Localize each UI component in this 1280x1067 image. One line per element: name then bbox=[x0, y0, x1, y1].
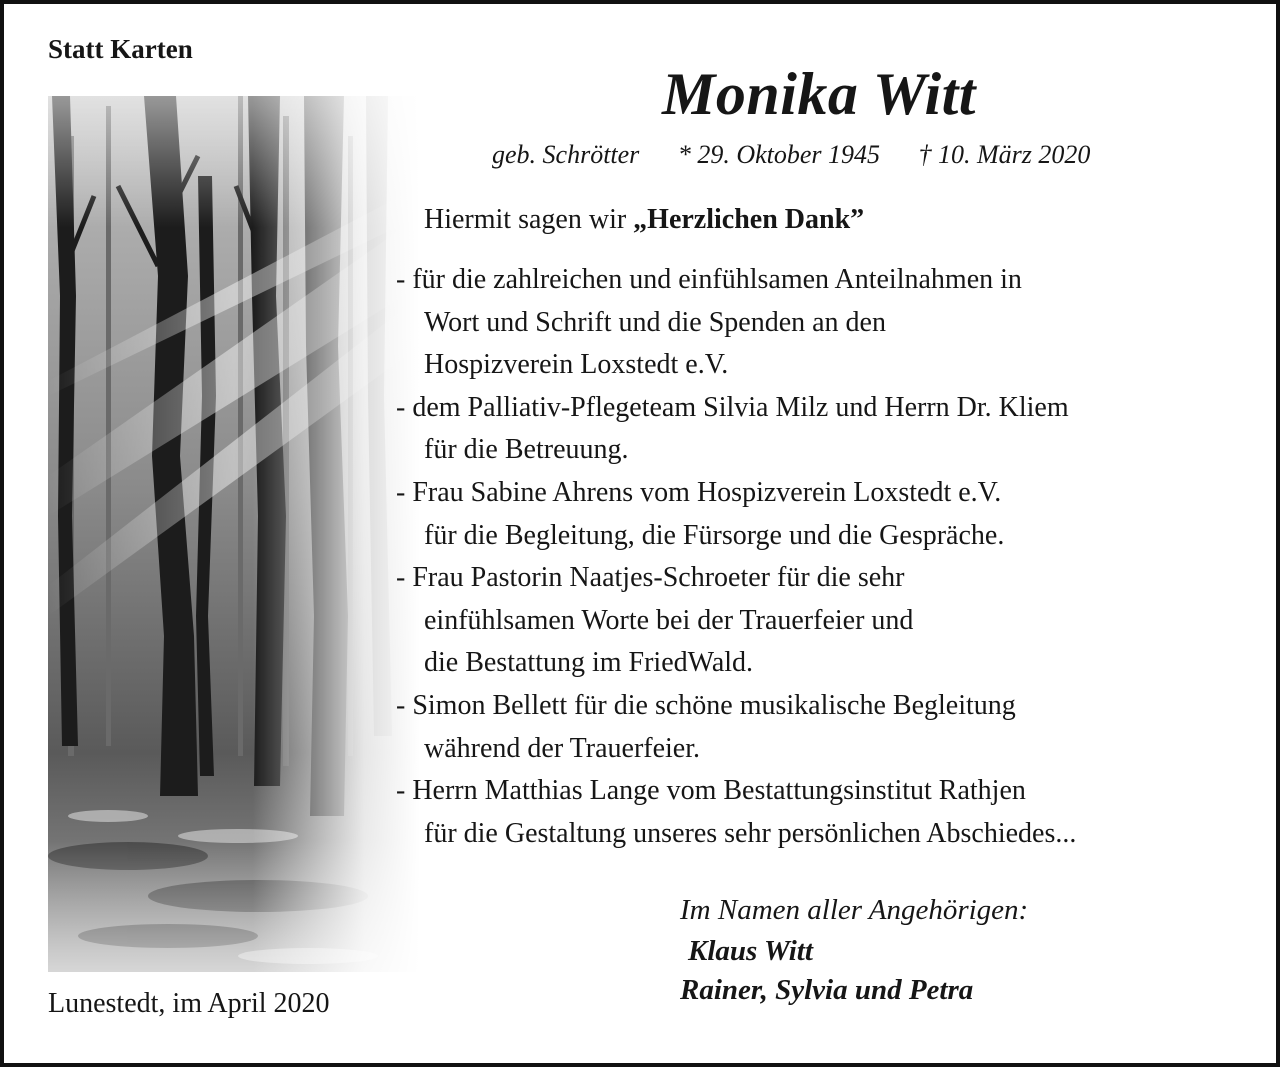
birth-date: * 29. Oktober 1945 bbox=[677, 140, 881, 169]
list-item-line: - Herrn Matthias Lange vom Bestattungsinstitut Rathjen bbox=[396, 775, 1026, 807]
deceased-name: Monika Witt bbox=[662, 61, 976, 127]
list-item-line: - Frau Sabine Ahrens vom Hospizverein Loxstedt e.V. bbox=[396, 476, 1002, 508]
list-item-line: während der Trauerfeier. bbox=[424, 732, 701, 764]
list-item-line: für die Gestaltung unseres sehr persönlichen Abschiedes... bbox=[424, 817, 1077, 849]
thanks-line bbox=[424, 204, 864, 236]
thanks-list bbox=[396, 259, 1076, 855]
thanks-intro: Hiermit sagen wir bbox=[424, 204, 634, 235]
list-item-line: für die Betreuung. bbox=[424, 434, 629, 466]
signature-name: Rainer, Sylvia und Petra bbox=[680, 974, 974, 1006]
list-item-line: - dem Palliativ-Pflegeteam Silvia Milz und Herrn Dr. Kliem bbox=[396, 391, 1069, 423]
signature-name: Klaus Witt bbox=[688, 935, 813, 967]
list-item-line: - für die zahlreichen und einfühlsamen Anteilnahmen in bbox=[396, 264, 1022, 295]
signature-block bbox=[680, 894, 1028, 1007]
list-item-line: einfühlsamen Worte bei der Trauerfeier und bbox=[424, 604, 914, 636]
list-item-line: für die Begleitung, die Fürsorge und die Gespräche. bbox=[424, 519, 1005, 551]
list-item-line: Wort und Schrift und die Spenden an den bbox=[424, 306, 886, 338]
forest-icon bbox=[48, 96, 420, 972]
thanks-emphasis: „Herzlichen Dank” bbox=[633, 204, 865, 235]
list-item-line: Hospizverein Loxstedt e.V. bbox=[424, 349, 729, 381]
forest-image bbox=[48, 96, 420, 972]
header-label: Statt Karten bbox=[48, 34, 193, 64]
signature-intro: Im Namen aller Angehörigen: bbox=[680, 894, 1029, 926]
death-date: † 10. März 2020 bbox=[918, 140, 1091, 169]
life-dates bbox=[492, 140, 1090, 170]
place-date: Lunestedt, im April 2020 bbox=[48, 988, 330, 1019]
list-item-line: die Bestattung im FriedWald. bbox=[424, 647, 754, 679]
list-item-line: - Frau Pastorin Naatjes-Schroeter für die sehr bbox=[396, 562, 905, 594]
birth-name: geb. Schrötter bbox=[492, 140, 640, 169]
list-item-line: - Simon Bellett für die schöne musikalische Begleitung bbox=[396, 689, 1016, 721]
